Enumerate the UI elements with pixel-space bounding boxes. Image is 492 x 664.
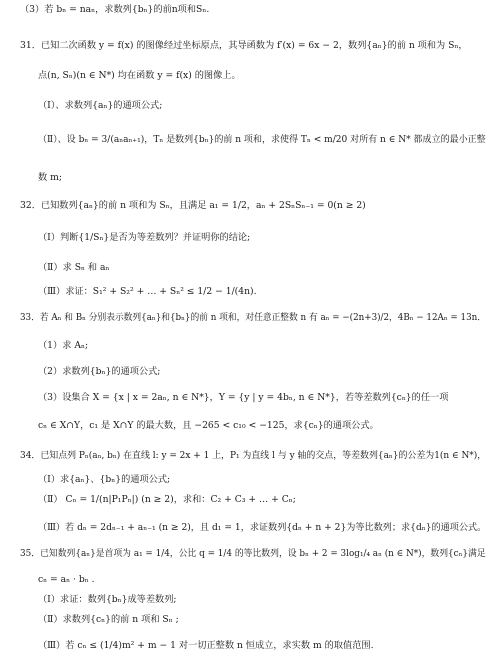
text-line: （1）求 Aₙ; bbox=[38, 340, 89, 351]
text-line: （Ⅱ）求数列{cₙ}的前 n 项和 Sₙ ; bbox=[38, 614, 179, 625]
text-line: （Ⅰ）判断{1/Sₙ}是否为等差数列？并证明你的结论; bbox=[38, 232, 251, 243]
text-line: （Ⅰ）、求数列{aₙ}的通项公式; bbox=[38, 100, 163, 111]
text-line: cₙ ∈ X∩Y，c₁ 是 X∩Y 的最大数，且 −265 < c₁₀ < −125，求{cₙ}的通项公式。 bbox=[38, 420, 379, 431]
text-line: 数 m; bbox=[38, 172, 62, 183]
problem-33-heading: 33．若 Aₙ 和 Bₙ 分别表示数列{aₙ}和{bₙ}的前 n 项和，对任意正整数 n 有 aₙ = −(2n+3)/2，4Bₙ − 12Aₙ = 13n． bbox=[20, 312, 486, 323]
text-line: （Ⅱ）求 Sₙ 和 aₙ bbox=[38, 262, 110, 273]
problem-31-heading: 31．已知二次函数 y = f(x) 的图像经过坐标原点，其导函数为 f′(x) = 6x − 2，数列{aₙ}的前 n 项和为 Sₙ， bbox=[20, 40, 468, 51]
text-line: （2）求数列{bₙ}的通项公式; bbox=[38, 366, 161, 377]
text-line: （3）设集合 X = {x | x = 2aₙ, n ∈ N*}，Y = {y | y = 4bₙ, n ∈ N*}，若等差数列{cₙ}的任一项 bbox=[38, 392, 449, 403]
problem-32-heading: 32．已知数列{aₙ}的前 n 项和为 Sₙ，且满足 a₁ = 1/2，aₙ + 2SₙSₙ₋₁ = 0(n ≥ 2) bbox=[20, 200, 366, 211]
text-line: （Ⅰ）求证：数列{bₙ}成等差数列; bbox=[38, 594, 177, 605]
problem-35-heading: 35．已知数列{aₙ}是首项为 a₁ = 1/4，公比 q = 1/4 的等比数列，设 bₙ + 2 = 3log₁/₄ aₙ (n ∈ N*)，数列{cₙ}满足 bbox=[20, 548, 486, 559]
text-line: cₙ = aₙ · bₙ . bbox=[38, 574, 95, 585]
text-line: （Ⅲ）若 dₙ = 2dₙ₋₁ + aₙ₋₁ (n ≥ 2)，且 d₁ = 1，求证数列{dₙ + n + 2}为等比数列；求{dₙ}的通项公式。 bbox=[38, 522, 487, 533]
text-line: （Ⅲ）求证：S₁² + S₂² + … + Sₙ² ≤ 1/2 − 1/(4n). bbox=[38, 286, 257, 297]
text-line: （Ⅱ） Cₙ = 1/(n|P₁Pₙ|) (n ≥ 2)，求和：C₂ + C₃ + … + Cₙ; bbox=[38, 494, 296, 505]
text-line: 点(n, Sₙ)(n ∈ N*) 均在函数 y = f(x) 的图像上。 bbox=[38, 70, 241, 81]
text-line: （3）若 bₙ = naₙ，求数列{bₙ}的前n项和Sₙ. bbox=[20, 4, 210, 15]
text-line: （Ⅲ）若 cₙ ≤ (1/4)m² + m − 1 对一切正整数 n 恒成立，求实数 m 的取值范围. bbox=[38, 640, 374, 651]
problem-34-heading: 34．已知点列 Pₙ(aₙ, bₙ) 在直线 l: y = 2x + 1 上，P₁ 为直线 l 与 y 轴的交点，等差数列{aₙ}的公差为1(n ∈ N*)， bbox=[20, 450, 487, 461]
text-line: （Ⅰ）求{aₙ}、{bₙ}的通项公式; bbox=[38, 474, 171, 485]
text-line: （Ⅱ）、设 bₙ = 3/(aₙaₙ₊₁)，Tₙ 是数列{bₙ}的前 n 项和，求使得 Tₙ < m/20 对所有 n ∈ N* 都成立的最小正整 bbox=[38, 134, 486, 145]
